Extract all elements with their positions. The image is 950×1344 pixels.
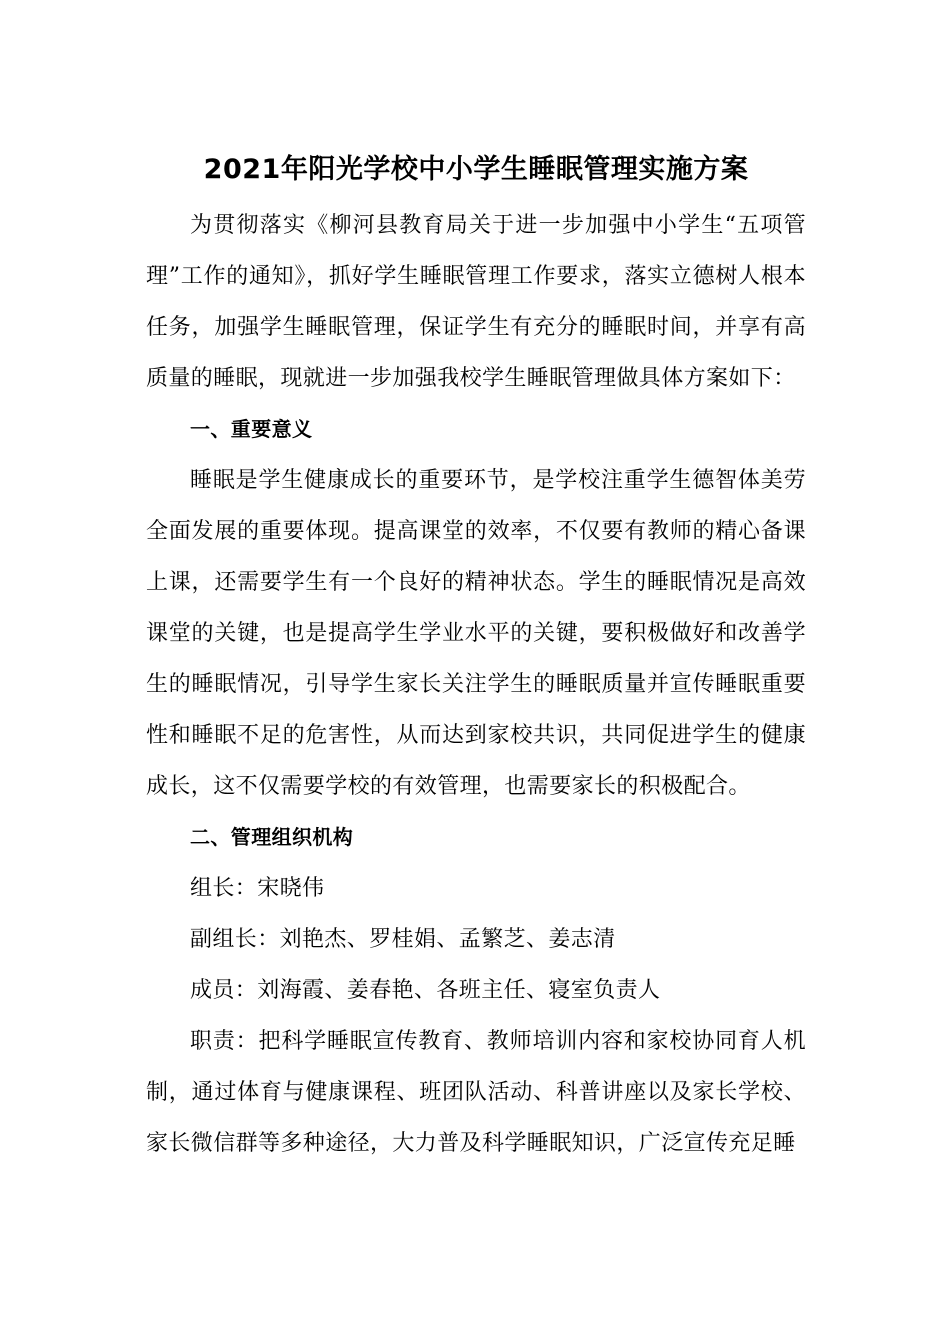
duties-paragraph: 职责：把科学睡眠宣传教育、教师培训内容和家校协同育人机制，通过体育与健康课程、班团队活动、科普讲座以及家长学校、家长微信群等多种途径，大力普及科学睡眠知识，广泛宣传充足睡 [146,1029,806,1156]
importance-paragraph: 睡眠是学生健康成长的重要环节，是学校注重学生德智体美劳全面发展的重要体现。提高课堂的效率，不仅要有教师的精心备课上课，还需要学生有一个良好的精神状态。学生的睡眠情况是高效课堂的关键，也是提高学生学业水平的关键，要积极做好和改善学生的睡眠情况，引导学生家长关注学生的睡眠质量并宣传睡眠重要性和睡眠不足的危害性，从而达到家校共识，共同促进学生的健康成长，这不仅需要学校的有效管理，也需要家长的积极配合。 [146,468,806,799]
document-title: 2021年阳光学校中小学生睡眠管理实施方案 [203,154,749,185]
intro-paragraph: 为贯彻落实《柳河县教育局关于进一步加强中小学生“五项管理”工作的通知》，抓好学生睡眠管理工作要求，落实立德树人根本任务，加强学生睡眠管理，保证学生有充分的睡眠时间，并享有高质量的睡眠，现就进一步加强我校学生睡眠管理做具体方案如下： [146,213,806,391]
section-heading-importance: 一、重要意义 [190,417,313,441]
members-line: 成员：刘海霞、姜春艳、各班主任、寝室负责人 [190,978,661,1003]
deputy-leader-line: 副组长：刘艳杰、罗桂娟、孟繁芝、姜志清 [190,927,616,952]
document-page [146,150,806,1169]
section-heading-organization: 二、管理组织机构 [190,825,354,849]
leader-line: 组长：宋晓伟 [190,876,325,901]
